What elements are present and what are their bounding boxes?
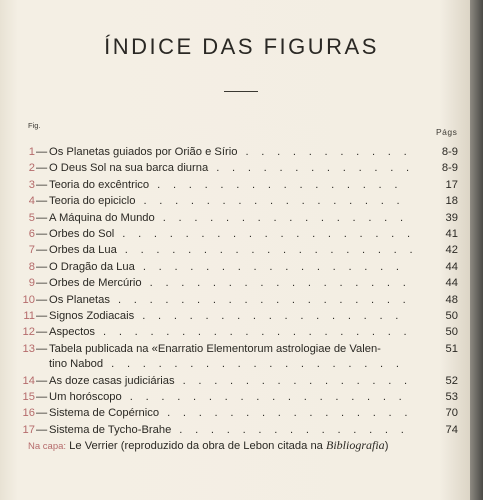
dot-leader: . . . . . . . . . . . . . . . . . . .: [122, 227, 415, 240]
entry-dash: —: [36, 374, 48, 387]
figure-entry: [0, 244, 470, 260]
figure-number: 9: [28, 277, 35, 290]
figure-title-continued: tino Nabod: [49, 357, 104, 370]
figure-entry: [0, 310, 470, 326]
page-number: 50: [445, 309, 458, 322]
entry-dash: —: [36, 227, 48, 240]
page-number: 74: [445, 423, 458, 436]
figure-entry: [0, 407, 470, 423]
page-number: 18: [445, 195, 458, 208]
entry-dash: —: [36, 407, 48, 420]
dot-leader: . . . . . . . . . . . . . . . . .: [143, 195, 405, 208]
page-number: 8-9: [441, 146, 458, 158]
entry-dash: —: [36, 260, 48, 273]
figure-title: Teoria do excêntrico: [49, 178, 150, 191]
figure-number: 3: [28, 178, 35, 191]
figure-number: 15: [22, 391, 35, 404]
cover-note-end: ): [384, 440, 389, 452]
figure-title: Teoria do epiciclo: [49, 195, 136, 208]
page-title: ÍNDICE DAS FIGURAS: [104, 34, 379, 59]
figure-title: Sistema de Tycho-Brahe: [49, 423, 172, 436]
figure-number: 11: [23, 309, 35, 322]
entry-dash: —: [36, 342, 48, 355]
dot-leader: . . . . . . . . . . . . . . . . .: [142, 260, 404, 273]
figure-number: 6: [28, 227, 35, 240]
entry-dash: —: [36, 277, 48, 290]
figure-number: 4: [28, 195, 35, 208]
dot-leader: . . . . . . . . . . . . . . . . . . .: [124, 244, 418, 257]
figure-number: 10: [22, 293, 35, 306]
page-number: 53: [445, 391, 458, 404]
figure-title: Aspectos: [49, 326, 96, 339]
cover-note-italic: Bibliografia: [326, 438, 385, 452]
page-number: 41: [445, 227, 458, 240]
dot-leader: . . . . . . . . . . . . . . .: [182, 374, 412, 387]
figure-entry: [0, 277, 470, 293]
figure-number: 12: [22, 326, 35, 339]
entry-dash: —: [36, 244, 48, 257]
page-number: 8-9: [441, 162, 458, 175]
entry-dash: —: [36, 293, 48, 306]
dot-leader: . . . . . . . . . . . . . . . .: [162, 211, 408, 224]
figure-number: 1: [28, 146, 35, 158]
figure-entry: [0, 343, 470, 375]
figure-number: 5: [28, 211, 35, 224]
dot-leader: . . . . . . . . . . . . . . . .: [157, 178, 403, 191]
figure-title: Signos Zodiacais: [49, 309, 135, 322]
cover-note-text: Le Verrier (reproduzido da obra de Lebon citada na: [69, 440, 327, 452]
entry-dash: —: [36, 178, 48, 191]
dot-leader: . . . . . . . . . . . . . . .: [179, 423, 409, 436]
entry-dash: —: [36, 146, 48, 158]
dot-leader: . . . . . . . . . . . . . . . . .: [142, 309, 404, 322]
figure-entry: [0, 326, 470, 342]
cover-note-label: Na capa:: [28, 441, 67, 452]
figure-number: 7: [28, 244, 35, 257]
dot-leader: . . . . . . . . . . . . . . . . . . .: [111, 357, 404, 370]
pages-column-header: Págs: [436, 127, 458, 137]
entry-dash: —: [36, 326, 48, 339]
page-number: 50: [445, 326, 458, 339]
page-number: 42: [445, 244, 458, 257]
dot-leader: . . . . . . . . . . . . .: [216, 162, 414, 175]
figure-entry: [0, 179, 470, 195]
figure-number: 8: [28, 260, 35, 273]
figure-entry: [0, 195, 470, 211]
figure-title: As doze casas judiciárias: [49, 374, 175, 387]
page-number: 17: [445, 178, 458, 191]
dot-leader: . . . . . . . . . . . . . . . . . .: [129, 391, 407, 404]
figure-title: A Máquina do Mundo: [49, 211, 155, 224]
entry-dash: —: [36, 162, 48, 175]
figure-list: [0, 146, 470, 440]
page-number: 39: [445, 211, 458, 224]
page-number: 44: [445, 277, 458, 290]
page-number: 70: [445, 407, 458, 420]
figure-number: 14: [22, 374, 35, 387]
dot-leader: . . . . . . . . . . . . . . . . .: [149, 277, 411, 290]
figure-number: 16: [22, 407, 35, 420]
entry-dash: —: [36, 195, 48, 208]
figure-title: Sistema de Copérnico: [49, 407, 160, 420]
page-number: 44: [445, 260, 458, 273]
figure-column-header: Fig.: [28, 121, 41, 130]
figure-number: 13: [22, 342, 35, 355]
figure-entry: [0, 162, 470, 178]
figure-title: Orbes de Mercúrio: [49, 277, 142, 290]
figure-entry: [0, 212, 470, 228]
dot-leader: . . . . . . . . . . . . . . . . . . .: [117, 293, 411, 306]
figure-entry: [0, 391, 470, 407]
entry-dash: —: [36, 423, 48, 436]
figure-entry: [0, 261, 470, 277]
figure-entry: [0, 294, 470, 310]
figure-title: Tabela publicada na «Enarratio Elementorum astrologiae de Valen-: [49, 342, 381, 355]
page-number: 51: [445, 342, 458, 355]
page-number: 52: [445, 374, 458, 387]
figure-title: Os Planetas guiados por Orião e Sírio: [49, 146, 238, 158]
figure-title: O Deus Sol na sua barca diurna: [49, 162, 209, 175]
dot-leader: . . . . . . . . . . .: [245, 146, 412, 158]
figure-entry: [0, 375, 470, 391]
figure-entry: [0, 146, 470, 162]
entry-dash: —: [36, 391, 48, 404]
figure-entry: [0, 228, 470, 244]
figure-number: 2: [28, 162, 35, 175]
page-edge-shadow: [470, 0, 483, 500]
dot-leader: . . . . . . . . . . . . . . . . . . . .: [103, 326, 412, 339]
entry-dash: —: [36, 211, 48, 224]
dot-leader: . . . . . . . . . . . . . . . .: [167, 407, 413, 420]
entry-dash: —: [36, 309, 48, 322]
cover-note: [28, 438, 388, 453]
figure-title: Um horóscopo: [49, 391, 122, 404]
figure-title: Os Planetas: [49, 293, 110, 306]
figure-title: Orbes do Sol: [49, 227, 115, 240]
figure-title: Orbes da Lua: [49, 244, 117, 257]
figure-number: 17: [22, 423, 35, 436]
title-rule: [224, 91, 258, 92]
page-number: 48: [445, 293, 458, 306]
figure-title: O Dragão da Lua: [49, 260, 135, 273]
